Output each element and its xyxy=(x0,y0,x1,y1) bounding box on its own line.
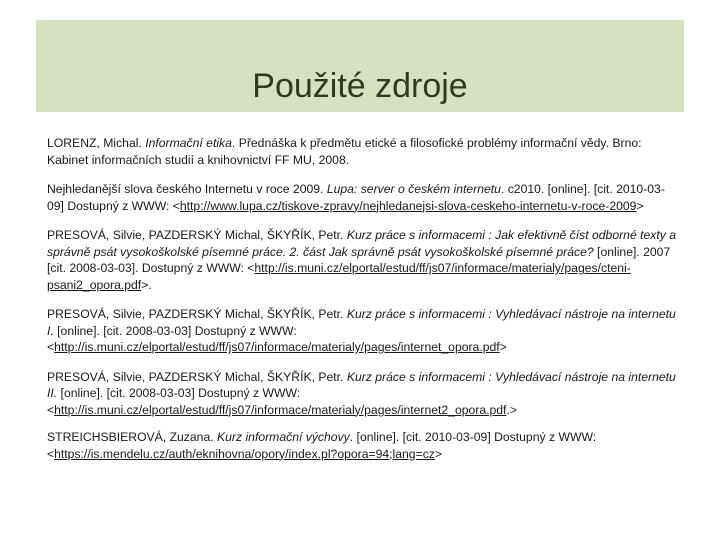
reference-title: Kurz práce s informacemi : Jak efektivně číst odborné texty a správně psát vysokoškolské písemné práce. 2. část Jak správně psát vysokoškolské písemné práce? xyxy=(47,228,677,259)
slide-title: Použité zdroje xyxy=(252,67,468,105)
reference-title: Kurz práce s informacemi : Vyhledávací nástroje na internetu II. xyxy=(47,369,676,400)
reference-link[interactable]: http://is.muni.cz/elportal/estud/ff/js07/informace/materialy/pages/internet2_opora.pdf xyxy=(54,402,507,417)
reference-item xyxy=(47,135,677,168)
reference-link[interactable]: http://is.muni.cz/elportal/estud/ff/js07/informace/materialy/pages/cteni-psani2_opora.pdf xyxy=(47,261,631,292)
reference-author: PRESOVÁ, Silvie, PAZDERSKÝ Michal, ŠKYŘÍK, Petr. xyxy=(47,228,347,242)
reference-link[interactable]: http://is.muni.cz/elportal/estud/ff/js07/informace/materialy/pages/internet_opora.pdf xyxy=(54,340,500,354)
reference-suffix: > xyxy=(434,446,443,461)
reference-item xyxy=(47,227,677,293)
reference-item xyxy=(47,429,677,462)
reference-author: PRESOVÁ, Silvie, PAZDERSKÝ Michal, ŠKYŘÍK, Petr. xyxy=(47,369,347,384)
reference-details: [online]. [cit. 2008-03-03] Dostupný z WWW: < xyxy=(47,386,301,417)
reference-details: [online]. 2007 [cit. 2008-03-03]. Dostupný z WWW: < xyxy=(47,244,671,275)
reference-link[interactable]: http://www.lupa.cz/tiskove-zpravy/nejhledanejsi-slova-ceskeho-internetu-v-roce-2009 xyxy=(179,198,637,213)
reference-item xyxy=(47,181,677,214)
reference-source: Lupa: server o českém internetu xyxy=(326,182,501,196)
reference-title: Kurz práce s informacemi : Vyhledávací nástroje na internetu I. xyxy=(47,307,676,338)
reference-details: . c2010. [online]. [cit. 2010-03-09] Dostupný z WWW: < xyxy=(47,182,665,213)
reference-link[interactable]: https://is.mendelu.cz/auth/eknihovna/opory/index.pl?opora=94;lang=cz xyxy=(54,446,435,461)
reference-item xyxy=(47,369,677,419)
reference-author: STREICHSBIEROVÁ, Zuzana. xyxy=(47,430,218,444)
reference-title: Informační etika xyxy=(145,136,232,150)
reference-suffix: > xyxy=(499,340,507,354)
reference-title: Kurz informační výchovy xyxy=(217,430,350,444)
reference-details: . Přednáška k předmětu etické a filosofické problémy informační vědy. Brno: Kabinet informačních studií a knihovnictví FF MU, 2008. xyxy=(47,136,642,167)
reference-title-plain: Nejhledanější slova českého Internetu v roce 2009. xyxy=(47,182,327,196)
reference-suffix: > xyxy=(636,198,644,213)
reference-details: . [online]. [cit. 2010-03-09] Dostupný z WWW: < xyxy=(47,430,597,461)
reference-author: LORENZ, Michal. xyxy=(47,136,146,150)
reference-suffix: >. xyxy=(141,277,152,292)
title-band xyxy=(36,20,684,112)
reference-details: [online]. [cit. 2008-03-03] Dostupný z WWW: < xyxy=(47,323,297,354)
reference-item xyxy=(47,306,677,356)
reference-list xyxy=(47,135,677,475)
reference-author: PRESOVÁ, Silvie, PAZDERSKÝ Michal, ŠKYŘÍK, Petr. xyxy=(47,307,347,321)
reference-suffix: .> xyxy=(506,402,517,417)
